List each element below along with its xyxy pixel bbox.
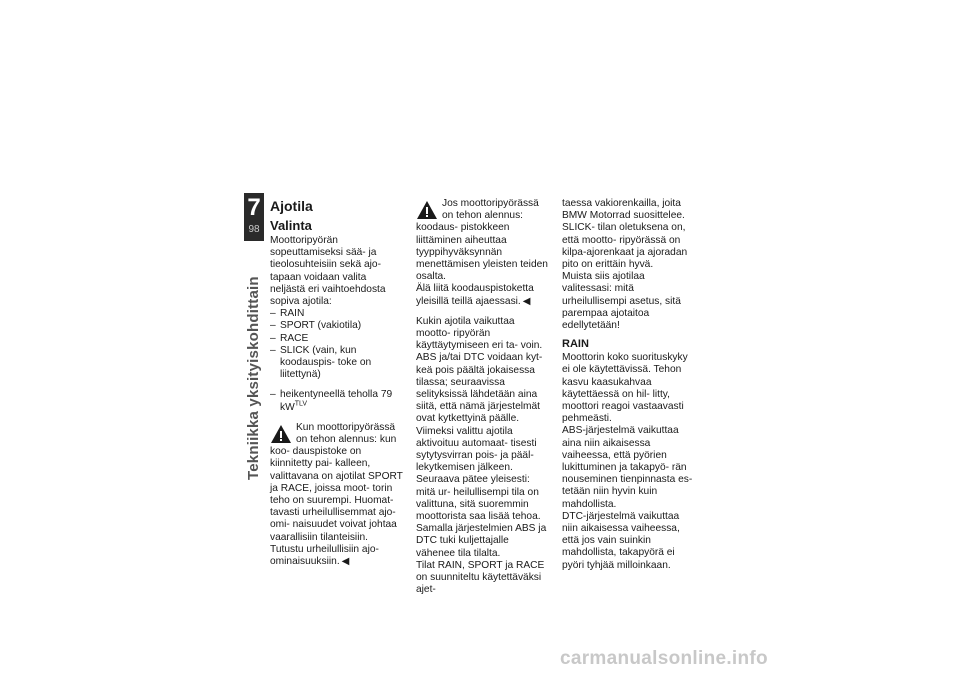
tlv-superscript: TLV bbox=[294, 400, 308, 408]
mode-item-sport: – SPORT (vakiotila) bbox=[270, 320, 404, 332]
end-of-section-icon: ◀ bbox=[341, 556, 350, 568]
warning-tail-1: Tutustu urheilullisiin ajo- ominaisuuksiin. ◀ bbox=[270, 543, 379, 568]
rain-engine-paragraph: Moottorin koko suorituskyky ei ole käytettävissä. Tehon kasvu kaasukahvaa käytettäessä on hil- litty, moottori reagoi vastaavasti pehmeästi. bbox=[562, 352, 688, 425]
column-2 bbox=[416, 198, 550, 597]
intro-paragraph: Moottoripyörän sopeuttamiseksi sää- ja tieolosuhteisiin sekä ajo- tapaan voidaan valita neljästä eri vaihtoehdosta sopiva ajotila: bbox=[270, 235, 386, 308]
warning-tail-2: Älä liitä koodauspistoketta yleisillä teillä ajaessasi. ◀ bbox=[416, 283, 534, 307]
warning-block-2 bbox=[416, 198, 550, 308]
column-3 bbox=[562, 198, 696, 572]
end-of-section-icon: ◀ bbox=[522, 295, 531, 307]
section-title: Ajotila bbox=[270, 198, 313, 214]
power-note-list bbox=[270, 389, 404, 413]
power-note: – heikentyneellä teholla 79 $kW^{TLV}$ bbox=[270, 389, 404, 413]
general-rule-paragraph: Seuraava pätee yleisesti: mitä ur- heilullisempi tila on valittuna, sitä suoremmin moottorista saa lisää tehoa. Samalla järjestelmien ABS ja DTC tuki kuljettajalle vähenee tila tilalta. bbox=[416, 474, 547, 559]
warning-triangle-icon bbox=[416, 200, 438, 220]
page-number: 98 bbox=[248, 224, 260, 235]
tyre-continued-paragraph: taessa vakiorenkailla, joita BMW Motorrad suosittelee. SLICK- tilan oletuksena on, että mootto- ripyörässä on kilpa-ajorenkaat ja ajoradan pito on erittäin hyvä. bbox=[562, 198, 688, 271]
warning-block-1 bbox=[270, 422, 404, 568]
mode-item-rain: – RAIN bbox=[270, 308, 404, 320]
rain-heading: RAIN bbox=[562, 338, 589, 351]
skill-reminder-paragraph: Muista siis ajotilaa valitessasi: mitä urheilullisempi asetus, sitä parempaa ajotaitoa edellytetään! bbox=[562, 271, 681, 332]
tyre-usage-paragraph: Tilat RAIN, SPORT ja RACE on suunniteltu käytettäväksi ajet- bbox=[416, 559, 545, 596]
mode-effect-paragraph: Kukin ajotila vaikuttaa mootto- ripyörän käyttäytymiseen eri ta- voin. ABS ja/tai DTC voidaan kyt- keä pois päältä jokaisessa tilassa; seuraavissa selityksissä lähdetään aina siitä, että nämä järjestelmät ovat kytkettyinä päälle. Viimeksi valittu ajotila aktivoituu automaat- tisesti sytytysvirran pois- ja pääl- lekytkemisen jälkeen. bbox=[416, 315, 543, 474]
column-1 bbox=[270, 198, 404, 568]
warning-triangle-icon bbox=[270, 424, 292, 444]
mode-item-slick: – SLICK (vain, kun koodauspis- toke on liitettynä) bbox=[270, 345, 404, 382]
chapter-side-label: Tekniikka yksityiskohdittain bbox=[245, 276, 262, 480]
mode-item-race: – RACE bbox=[270, 333, 404, 345]
warning-text-2: Jos moottoripyörässä on tehon alennus: koodaus- pistokkeen liittäminen aiheuttaa tyyppihyväksynnän menettämisen yleisten teiden osalta. bbox=[416, 198, 548, 283]
rain-dtc-paragraph: DTC-järjestelmä vaikuttaa niin aikaisessa vaiheessa, että jos vain suinkin mahdollista, takapyörä ei pyöri tyhjää milloinkaan. bbox=[562, 510, 680, 571]
mode-list bbox=[270, 308, 404, 381]
rain-abs-paragraph: ABS-järjestelmä vaikuttaa aina niin aikaisessa vaiheessa, että pyörien lukittuminen ja takapyö- rän nouseminen tienpinnasta es- tetään niin hyvin kuin mahdollista. bbox=[562, 425, 693, 510]
section-subtitle: Valinta bbox=[270, 218, 312, 233]
warning-text-1: Kun moottoripyörässä on tehon alennus: kun koo- dauspistoke on kiinnitetty pai- kalleen, valittavana on ajotilat SPORT ja RACE, joissa moot- torin teho on suurempi. Huomat- tavasti urheilullisemmat ajo-omi- naisuudet voivat johtaa vaarallisiin tilanteisiin. bbox=[270, 421, 403, 543]
chapter-number: 7 bbox=[247, 194, 261, 221]
watermark: carmanualsonline.info bbox=[560, 648, 768, 669]
